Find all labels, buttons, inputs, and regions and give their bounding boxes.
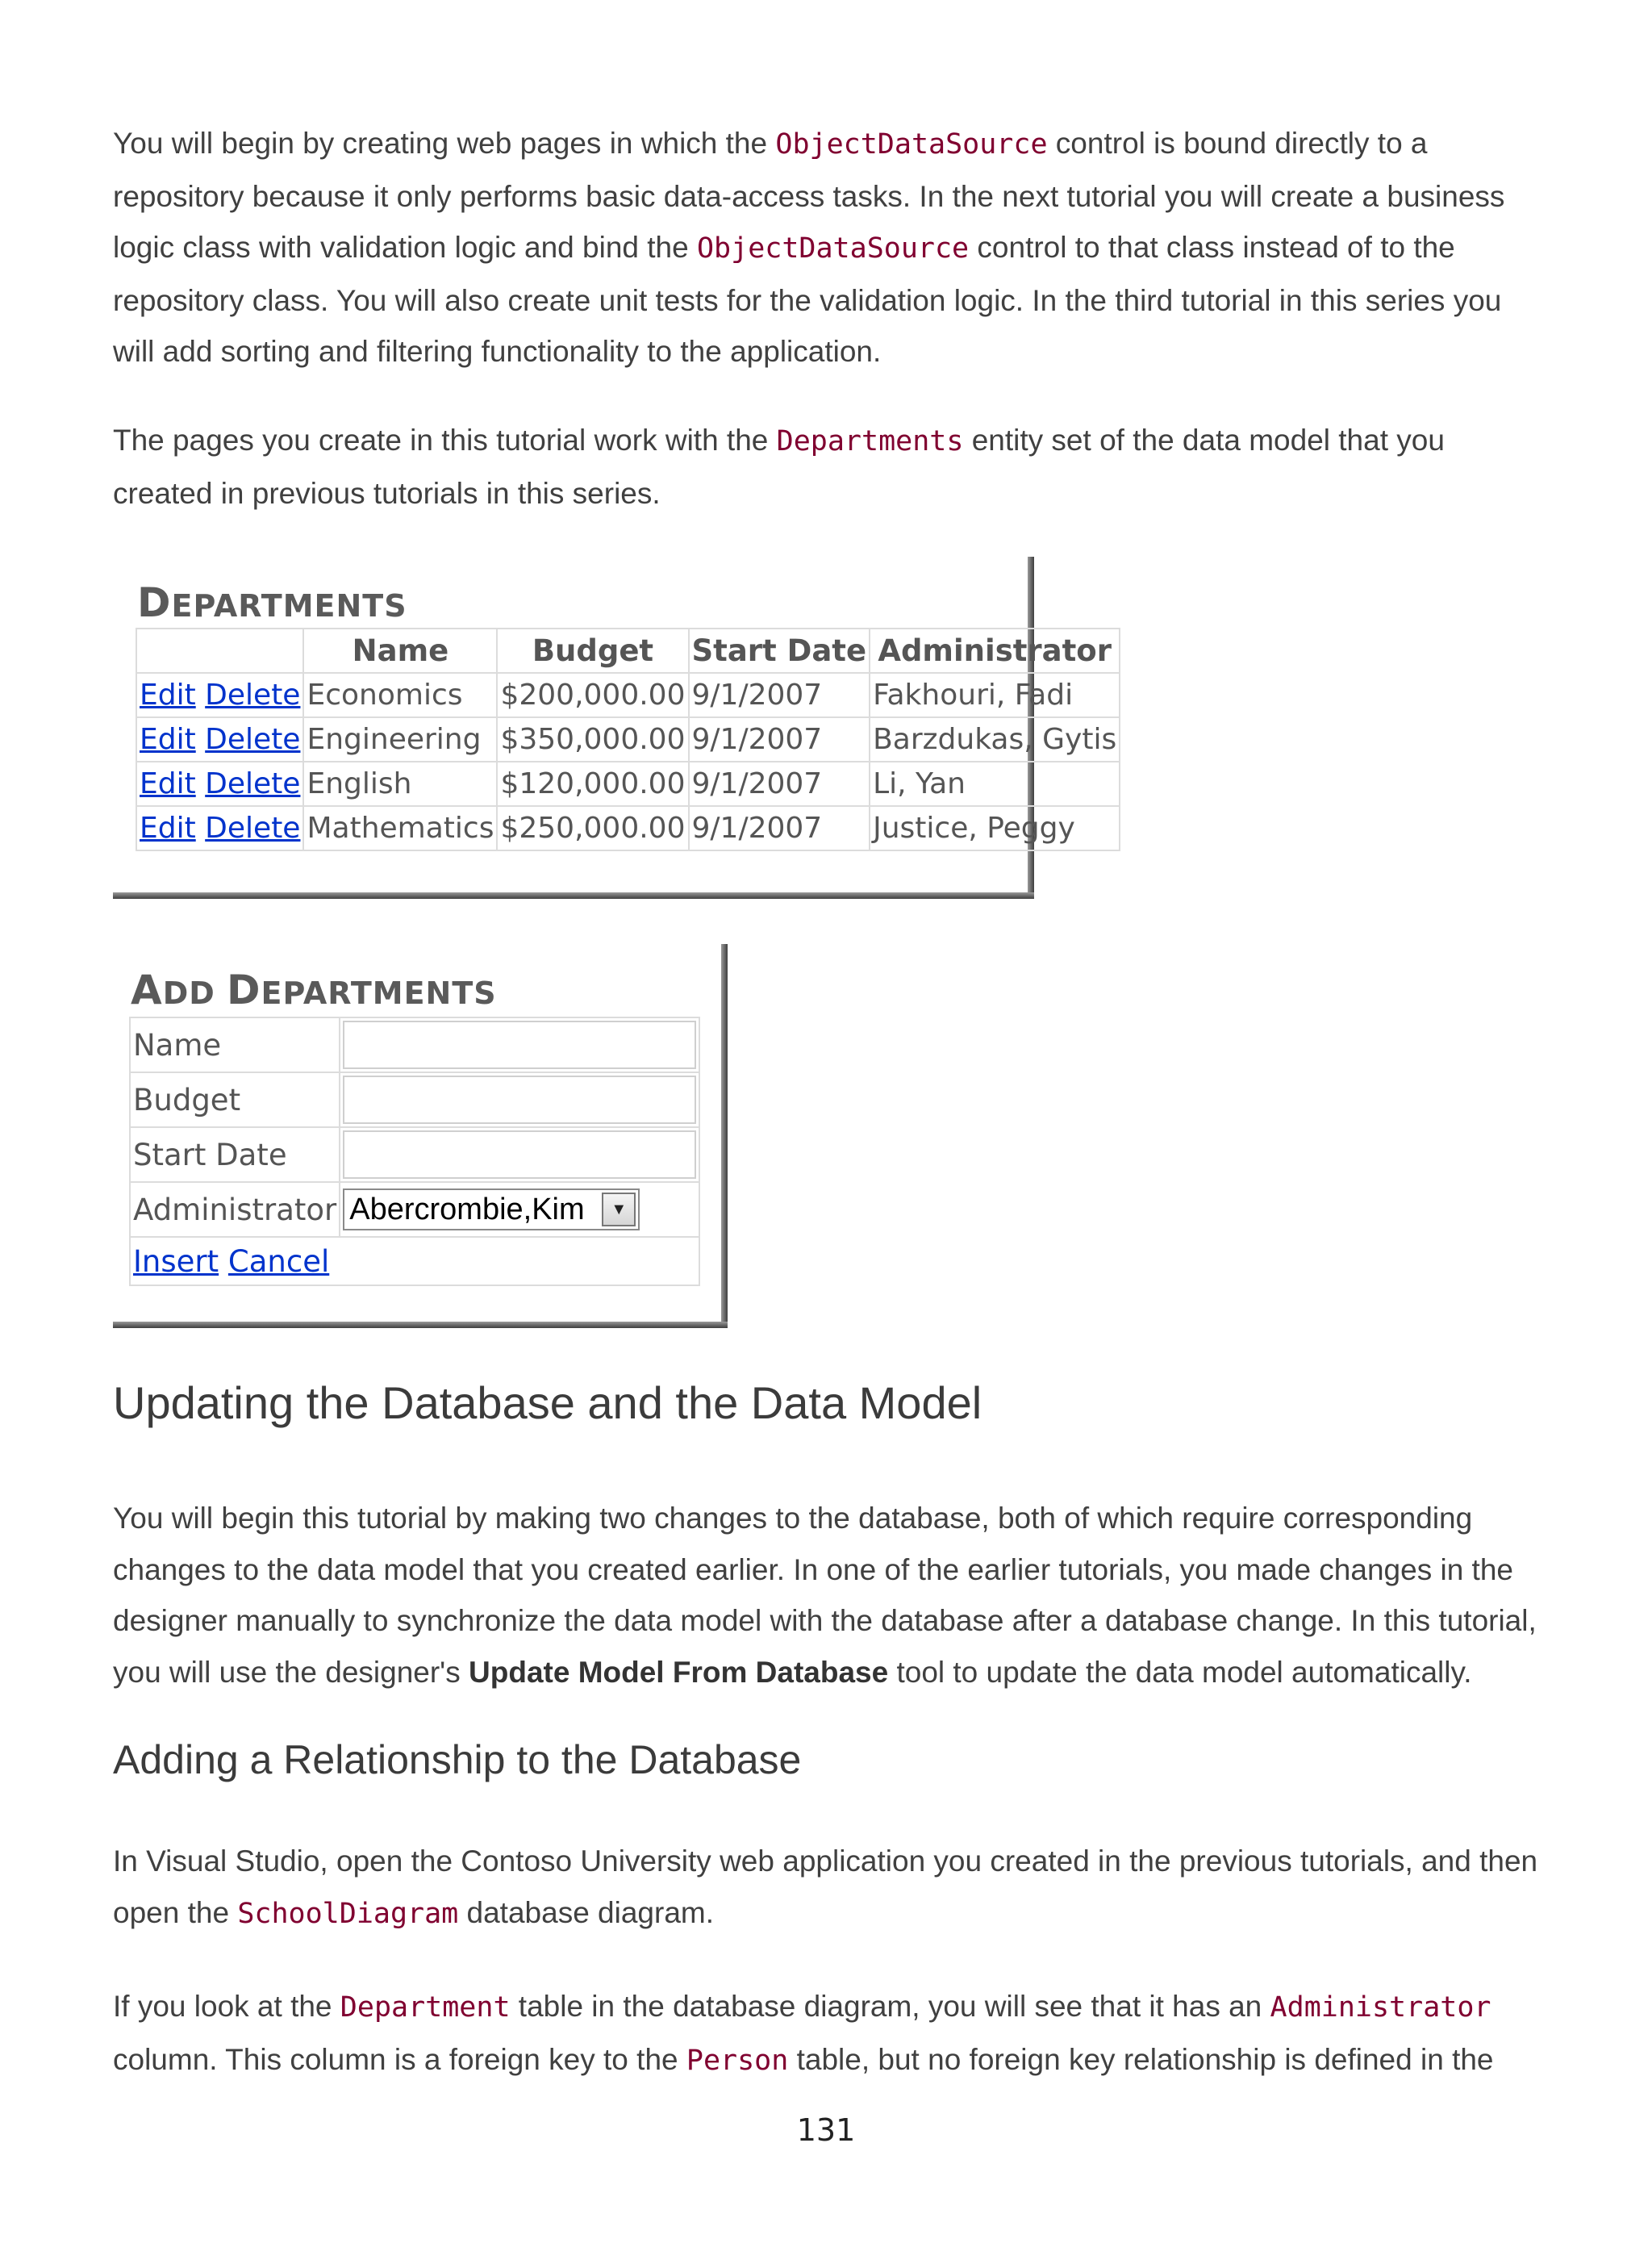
cell-name: Economics [303, 673, 497, 717]
form-row-budget [130, 1072, 699, 1127]
table-row [136, 673, 1120, 717]
form-row-administrator [130, 1182, 699, 1237]
foreign-key-paragraph: If you look at the Department table in the database diagram, you will see that it has an Administrator column. This column is a foreign key to the Person table, but no foreign key relationship is defined in the [113, 1990, 1494, 2077]
form-row-start-date [130, 1127, 699, 1182]
row-actions [136, 673, 303, 717]
insert-link[interactable]: Insert [133, 1243, 219, 1279]
add-departments-screenshot [113, 944, 728, 1328]
column-header-name: Name [303, 629, 497, 673]
edit-link[interactable]: Edit [140, 767, 196, 800]
section-heading: Updating the Database and the Data Model [113, 1377, 982, 1428]
edit-link[interactable]: Edit [140, 679, 196, 712]
update-model-paragraph: You will begin this tutorial by making two changes to the database, both of which require corresponding changes to the data model that you created earlier. In one of the earlier tutorials, you made changes in the designer manually to synchronize the data model with the database after a database change. In this tutorial, you will use the designer's Update Model From Database tool to update the data model automatically. [113, 1502, 1537, 1689]
cell-administrator: Li, Yan [870, 762, 1120, 806]
cell-administrator: Fakhouri, Fadi [870, 673, 1120, 717]
start-date-input[interactable] [343, 1130, 696, 1179]
column-header-start-date: Start Date [689, 629, 870, 673]
departments-screenshot [113, 557, 1117, 899]
row-actions [136, 806, 303, 850]
field-label-start-date: Start Date [130, 1127, 340, 1182]
cell-budget: $250,000.00 [497, 806, 688, 850]
update-model-from-database-term: Update Model From Database [469, 1655, 889, 1689]
field-label-budget: Budget [130, 1072, 340, 1127]
cell-name: Mathematics [303, 806, 497, 850]
cell-start-date: 9/1/2007 [689, 717, 870, 762]
departments-title: DEPARTMENTS [137, 579, 407, 626]
add-departments-form [129, 1017, 700, 1286]
cell-budget: $350,000.00 [497, 717, 688, 762]
delete-link[interactable]: Delete [205, 812, 301, 845]
subsection-heading: Adding a Relationship to the Database [113, 1737, 802, 1782]
code-departments: Departments [776, 425, 964, 457]
edit-link[interactable]: Edit [140, 723, 196, 756]
field-label-administrator: Administrator [130, 1182, 340, 1237]
page-number: 131 [796, 2112, 856, 2148]
cell-administrator: Justice, Peggy [870, 806, 1120, 850]
administrator-select[interactable] [343, 1188, 640, 1230]
cancel-link[interactable]: Cancel [227, 1243, 330, 1279]
form-row-actions [130, 1237, 699, 1285]
name-input[interactable] [343, 1021, 696, 1069]
cell-name: English [303, 762, 497, 806]
delete-link[interactable]: Delete [205, 679, 301, 712]
table-header-row [136, 629, 1120, 673]
column-header-budget: Budget [497, 629, 688, 673]
cell-start-date: 9/1/2007 [689, 806, 870, 850]
open-diagram-paragraph: In Visual Studio, open the Contoso University web application you created in the previous tutorials, and then open the SchoolDiagram database diagram. [113, 1844, 1538, 1930]
intro-paragraph: You will begin by creating web pages in which the ObjectDataSource control is bound directly to a repository because it only performs basic data-access tasks. In the next tutorial you will create a business logic class with validation logic and bind the ObjectDataSource control to that class instead of to the repository class. You will also create unit tests for the validation logic. In the third tutorial in this series you will add sorting and filtering functionality to the application. [113, 127, 1505, 368]
cell-administrator: Barzdukas, Gytis [870, 717, 1120, 762]
edit-link[interactable]: Edit [140, 812, 196, 845]
row-actions [136, 717, 303, 762]
column-header-administrator: Administrator [870, 629, 1120, 673]
field-cell [340, 1017, 699, 1072]
code-administrator: Administrator [1270, 1991, 1491, 2024]
form-row-name [130, 1017, 699, 1072]
field-label-name: Name [130, 1017, 340, 1072]
code-objectdatasource: ObjectDataSource [696, 232, 970, 265]
field-cell [340, 1182, 699, 1237]
table-row [136, 762, 1120, 806]
code-department: Department [340, 1991, 511, 2024]
delete-link[interactable]: Delete [205, 767, 301, 800]
departments-table [136, 628, 1120, 851]
cell-start-date: 9/1/2007 [689, 762, 870, 806]
cell-name: Engineering [303, 717, 497, 762]
cell-budget: $200,000.00 [497, 673, 688, 717]
column-header [136, 629, 303, 673]
table-row [136, 806, 1120, 850]
code-objectdatasource: ObjectDataSource [775, 128, 1048, 161]
field-cell [340, 1072, 699, 1127]
cell-budget: $120,000.00 [497, 762, 688, 806]
code-schooldiagram: SchoolDiagram [237, 1897, 459, 1930]
table-row [136, 717, 1120, 762]
chevron-down-icon[interactable]: ▼ [602, 1193, 636, 1226]
delete-link[interactable]: Delete [205, 723, 301, 756]
cell-start-date: 9/1/2007 [689, 673, 870, 717]
budget-input[interactable] [343, 1076, 696, 1124]
administrator-selected-value: Abercrombie,Kim [349, 1192, 585, 1226]
form-actions [130, 1237, 699, 1285]
departments-paragraph: The pages you create in this tutorial work with the Departments entity set of the data model that you created in previous tutorials in this series. [113, 424, 1445, 510]
add-departments-title: ADD DEPARTMENTS [131, 967, 497, 1013]
field-cell [340, 1127, 699, 1182]
code-person: Person [686, 2044, 789, 2077]
row-actions [136, 762, 303, 806]
